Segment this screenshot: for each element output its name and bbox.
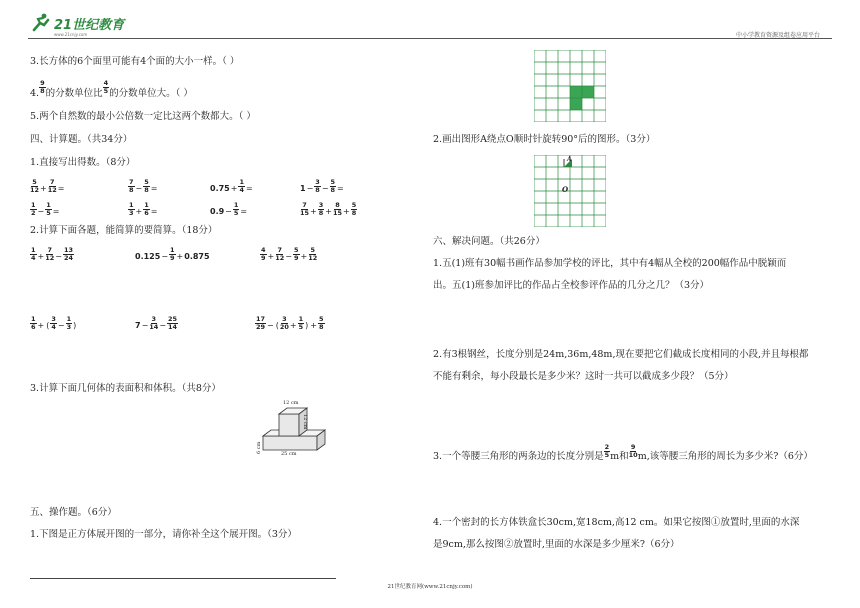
footer-text: 21世纪教育网(www.21cnjy.com): [387, 584, 473, 590]
calc-8: $\frac{7}{15}$ + $\frac{3}{8}$ + $\frac{8}{15}$ + $\frac{5}{8}$: [300, 201, 357, 217]
problem-2-line-2: 不能有剩余，每小段最长是多少米？这时一共可以截成多少段？（5分）: [433, 371, 734, 382]
cube-label-left: 6 cm: [256, 441, 262, 454]
question-5: 5.两个自然数的最小公倍数一定比这两个数都大。（ ）: [30, 111, 256, 122]
simplify-6: $\frac{17}{29}$ − ( $\frac{3}{20}$ + $\frac{1}{5}$ ) + $\frac{5}{8}$: [256, 315, 324, 331]
logo-url: www.21cnjy.com: [54, 32, 88, 37]
cube-label-right: 12 cm: [302, 414, 308, 430]
section-4-title: 四、计算题。（共34分）: [30, 134, 133, 145]
solid-figure: [255, 400, 335, 458]
rotation-grid: [534, 155, 606, 231]
cube-label-top: 12 cm: [283, 400, 299, 406]
runner-logo-icon: [30, 13, 52, 33]
point-o-label: O: [562, 185, 569, 194]
simplify-3: $\frac{4}{9}$ + $\frac{7}{12}$ − $\frac{5}{9}$ + $\frac{5}{12}$: [261, 246, 318, 262]
operation-question-2: 2.画出图形A绕点O顺时针旋转90°后的图形。（3分）: [433, 134, 656, 145]
simplify-1: $\frac{1}{4}$ + $\frac{7}{12}$ − $\frac{13}{24}$: [31, 246, 74, 262]
footer-divider: [30, 578, 336, 579]
simplify-5: 7− $\frac{3}{14}$ − $\frac{25}{14}$: [135, 315, 178, 331]
section-4-item-3: 3.计算下面几何体的表面积和体积。（共8分）: [30, 383, 221, 394]
logo: [30, 12, 125, 37]
logo-text: 21世纪教育: [54, 17, 125, 33]
calc-5: $\frac{1}{2}$ − $\frac{1}{5}$ =: [31, 201, 60, 217]
simplify-2: 0.125− $\frac{1}{9}$ +0.875: [135, 246, 210, 262]
calc-6: $\frac{1}{3}$ + $\frac{1}{6}$ =: [129, 201, 158, 217]
problem-3: 3.一个等腰三角形的两条边的长度分别是 $\frac{2}{5}$ m和 $\frac{9}{10}$ m,该等腰三角形的周长为多少米?（6分）: [433, 443, 813, 462]
problem-2-line-1: 2.有3根钢丝，长度分别是24m,36m,48m,现在要把它们截成长度相同的小段,并且每根都: [433, 349, 809, 360]
cube-label-bottom: 25 cm: [281, 451, 297, 457]
section-5-item-1: 1.下图是正方体展开图的一部分，请你补全这个展开图。（3分）: [30, 529, 297, 540]
problem-1-line-1: 1.五(1)班有30幅书画作品参加学校的评比，其中有4幅从全校的200幅作品中脱颖而: [433, 258, 787, 269]
section-4-item-2: 2.计算下面各题，能简算的要简算。（18分）: [30, 225, 218, 236]
calc-4: 1− $\frac{3}{8}$ − $\frac{5}{8}$ =: [300, 178, 344, 194]
section-5-title: 五、操作题。（6分）: [30, 507, 117, 518]
section-4-item-1: 1.直接写出得数。（8分）: [30, 157, 136, 168]
calc-7: 0.9− $\frac{1}{5}$ =: [210, 201, 248, 217]
question-4: 4. $\frac{9}{8}$ 的分数单位比 $\frac{4}{5}$ 的分数单位大。（ ）: [30, 79, 193, 99]
question-3: 3.长方体的6个面里可能有4个面的大小一样。（ ）: [30, 56, 240, 67]
problem-4-line-2: 是9cm,那么按图②放置时,里面的水深是多少厘米?（6分）: [433, 539, 680, 550]
calc-2: $\frac{7}{8}$ − $\frac{5}{8}$ =: [129, 178, 158, 194]
problem-4-line-1: 4.一个密封的长方体铁盒长30cm,宽18cm,高12 cm。如果它按图①放置时,里面的水深: [433, 517, 800, 528]
calc-3: 0.75+ $\frac{1}{4}$ =: [210, 178, 253, 194]
calc-1: $\frac{5}{12}$ + $\frac{7}{12}$ =: [30, 178, 65, 194]
header-divider: [28, 38, 832, 39]
problem-1-line-2: 出。五(1)班参加评比的作品占全校参评作品的几分之几？（3分）: [433, 280, 710, 291]
section-6-title: 六、解决问题。（共26分）: [433, 236, 545, 247]
simplify-4: $\frac{1}{6}$ + ( $\frac{3}{4}$ − $\frac{1}{3}$ ): [31, 315, 77, 331]
cube-net-grid: [534, 50, 606, 126]
header-platform-text: 中小学教育资源及组卷应用平台: [735, 32, 820, 39]
point-a-label: A: [567, 156, 572, 163]
